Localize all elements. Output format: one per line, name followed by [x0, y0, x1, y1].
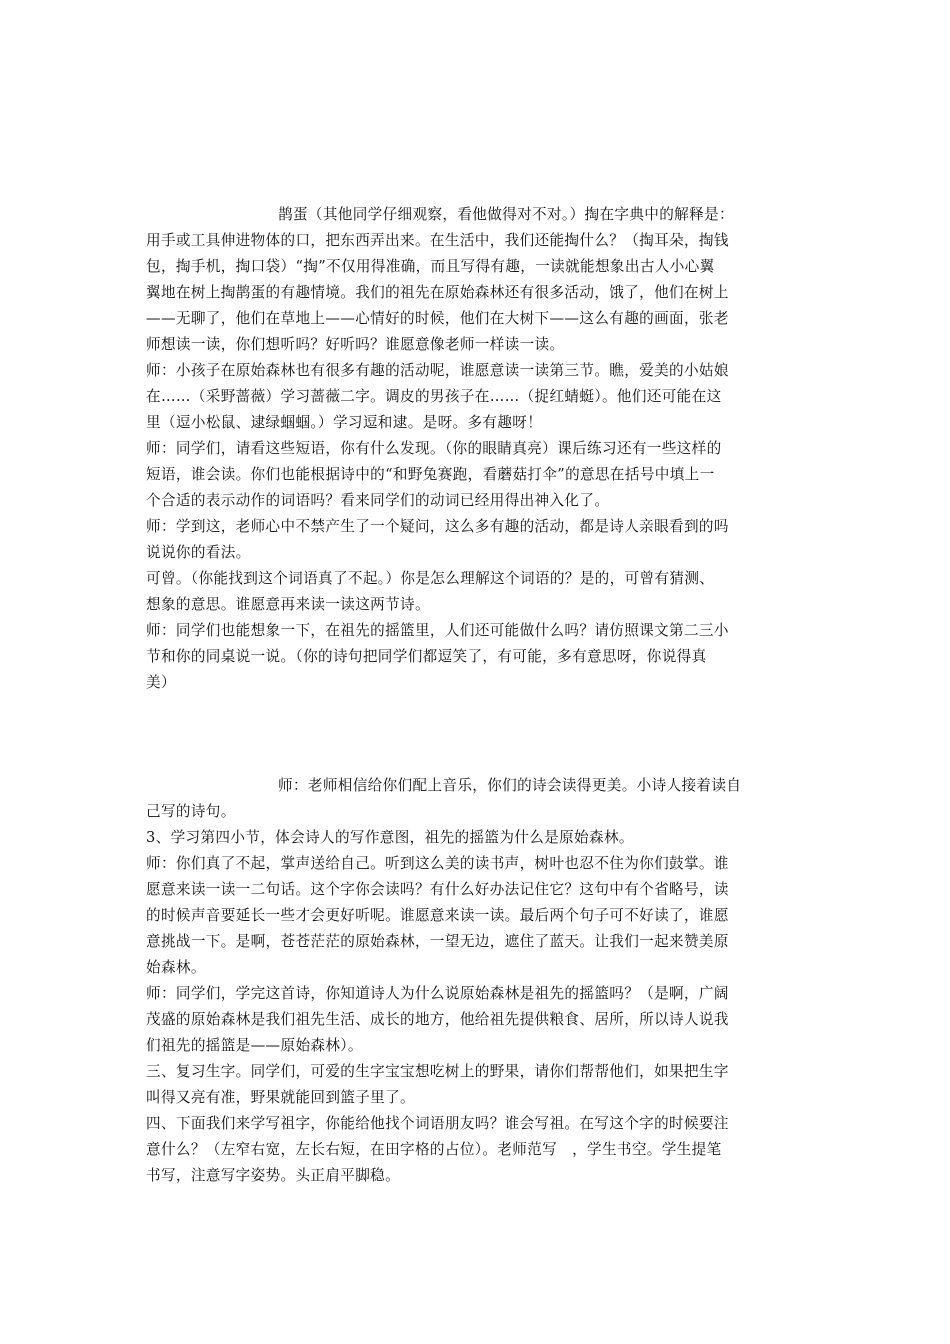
- text-line: 美）: [146, 674, 176, 691]
- text-line: 的时候声音要延长一些才会更好听呢。谁愿意来读一读。最后两个句子可不好读了，谁愿: [146, 907, 729, 924]
- text-line: 鹊蛋（其他同学仔细观察，看他做得对不对。）掏在字典中的解释是：: [278, 206, 734, 223]
- text-line: 三、复习生字。同学们，可爱的生字宝宝想吃树上的野果，请你们帮帮他们，如果把生字: [146, 1063, 729, 1080]
- text-line: 师：同学们，请看这些短语，你有什么发现。（你的眼睛真亮）课后练习还有一些这样的: [146, 440, 722, 457]
- text-line: 用手或工具伸进物体的口，把东西弄出来。在生活中，我们还能掏什么？（掏耳朵，掏钱: [146, 232, 729, 249]
- text-line: 始森林。: [146, 959, 206, 976]
- text-line: 想象的意思。谁愿意再来读一读这两节诗。: [146, 596, 430, 613]
- text-line: 叫得又亮有准，野果就能回到篮子里了。: [146, 1089, 415, 1106]
- text-line: 书写，注意写字姿势。头正肩平脚稳。: [146, 1167, 401, 1184]
- text-line: 说说你的看法。: [146, 544, 251, 561]
- text-line: ——无聊了，他们在草地上——心情好的时候，他们在大树下——这么有趣的画面，张老: [146, 310, 729, 327]
- text-line: 师：同学们也能想象一下，在祖先的摇篮里，人们还可能做什么吗？请仿照课文第二三小: [146, 622, 729, 639]
- text-line: 节和你的同桌说一说。（你的诗句把同学们都逗笑了，有可能，多有意思呀，你说得真: [146, 648, 707, 665]
- text-line: 3、学习第四小节，体会诗人的写作意图，祖先的摇篮为什么是原始森林。: [146, 829, 634, 846]
- text-line: 四、下面我们来学写祖字，你能给他找个词语朋友吗？谁会写祖。在写这个字的时候要注: [146, 1115, 729, 1132]
- text-line: 里（逗小松鼠、逮绿蝈蝈。）学习逗和逮。是呀。多有趣呀！: [146, 414, 543, 431]
- text-line: 愿意来读一读一二句话。这个字你会读吗？有什么好办法记住它？这句中有个省略号，读: [146, 881, 729, 898]
- text-line: 师想读一读，你们想听吗？好听吗？谁愿意像老师一样读一读。: [146, 336, 565, 353]
- text-line: 意什么？（左窄右宽，左长右短，在田字格的占位）。老师范写 ，学生书空。学生提笔: [146, 1141, 722, 1158]
- text-line: 个合适的表示动作的词语吗？看来同学们的动词已经用得出神入化了。: [146, 492, 610, 509]
- text-line: 短语，谁会读。你们也能根据诗中的“和野兔赛跑，看蘑菇打伞”的意思在括号中填上一: [146, 466, 715, 483]
- text-line: 在……（采野蔷薇）学习蔷薇二字。调皮的男孩子在……（捉红蜻蜓）。他们还可能在这: [146, 388, 722, 405]
- text-line: 包，掏手机，掏口袋）“掏”不仅用得准确，而且写得有趣，一读就能想象出古人小心翼: [146, 258, 715, 275]
- text-line: 师：老师相信给你们配上音乐，你们的诗会读得更美。小诗人接着读自: [278, 777, 742, 794]
- text-line: 己写的诗句。: [146, 803, 236, 820]
- text-line: 师：学到这，老师心中不禁产生了一个疑问，这么多有趣的活动，都是诗人亲眼看到的吗: [146, 518, 729, 535]
- text-line: 师：你们真了不起，掌声送给自己。听到这么美的读书声，树叶也忍不住为你们鼓掌。谁: [146, 855, 729, 872]
- text-line: 意挑战一下。是啊，苍苍茫茫的原始森林，一望无边，遮住了蓝天。让我们一起来赞美原: [146, 933, 729, 950]
- text-line: 可曾。（你能找到这个词语真了不起。）你是怎么理解这个词语的？是的，可曾有猜测、: [146, 570, 715, 587]
- text-line: 师：小孩子在原始森林也有很多有趣的活动呢，谁愿意读一读第三节。瞧，爱美的小姑娘: [146, 362, 729, 379]
- text-line: 茂盛的原始森林是我们祖先生活、成长的地方，他给祖先提供粮食、居所，所以诗人说我: [146, 1011, 729, 1028]
- text-line: 翼地在树上掏鹊蛋的有趣情境。我们的祖先在原始森林还有很多活动，饿了，他们在树上: [146, 284, 729, 301]
- text-line: 师：同学们，学完这首诗，你知道诗人为什么说原始森林是祖先的摇篮吗？（是啊，广阔: [146, 985, 729, 1002]
- text-line: 们祖先的摇篮是——原始森林）。: [146, 1037, 363, 1054]
